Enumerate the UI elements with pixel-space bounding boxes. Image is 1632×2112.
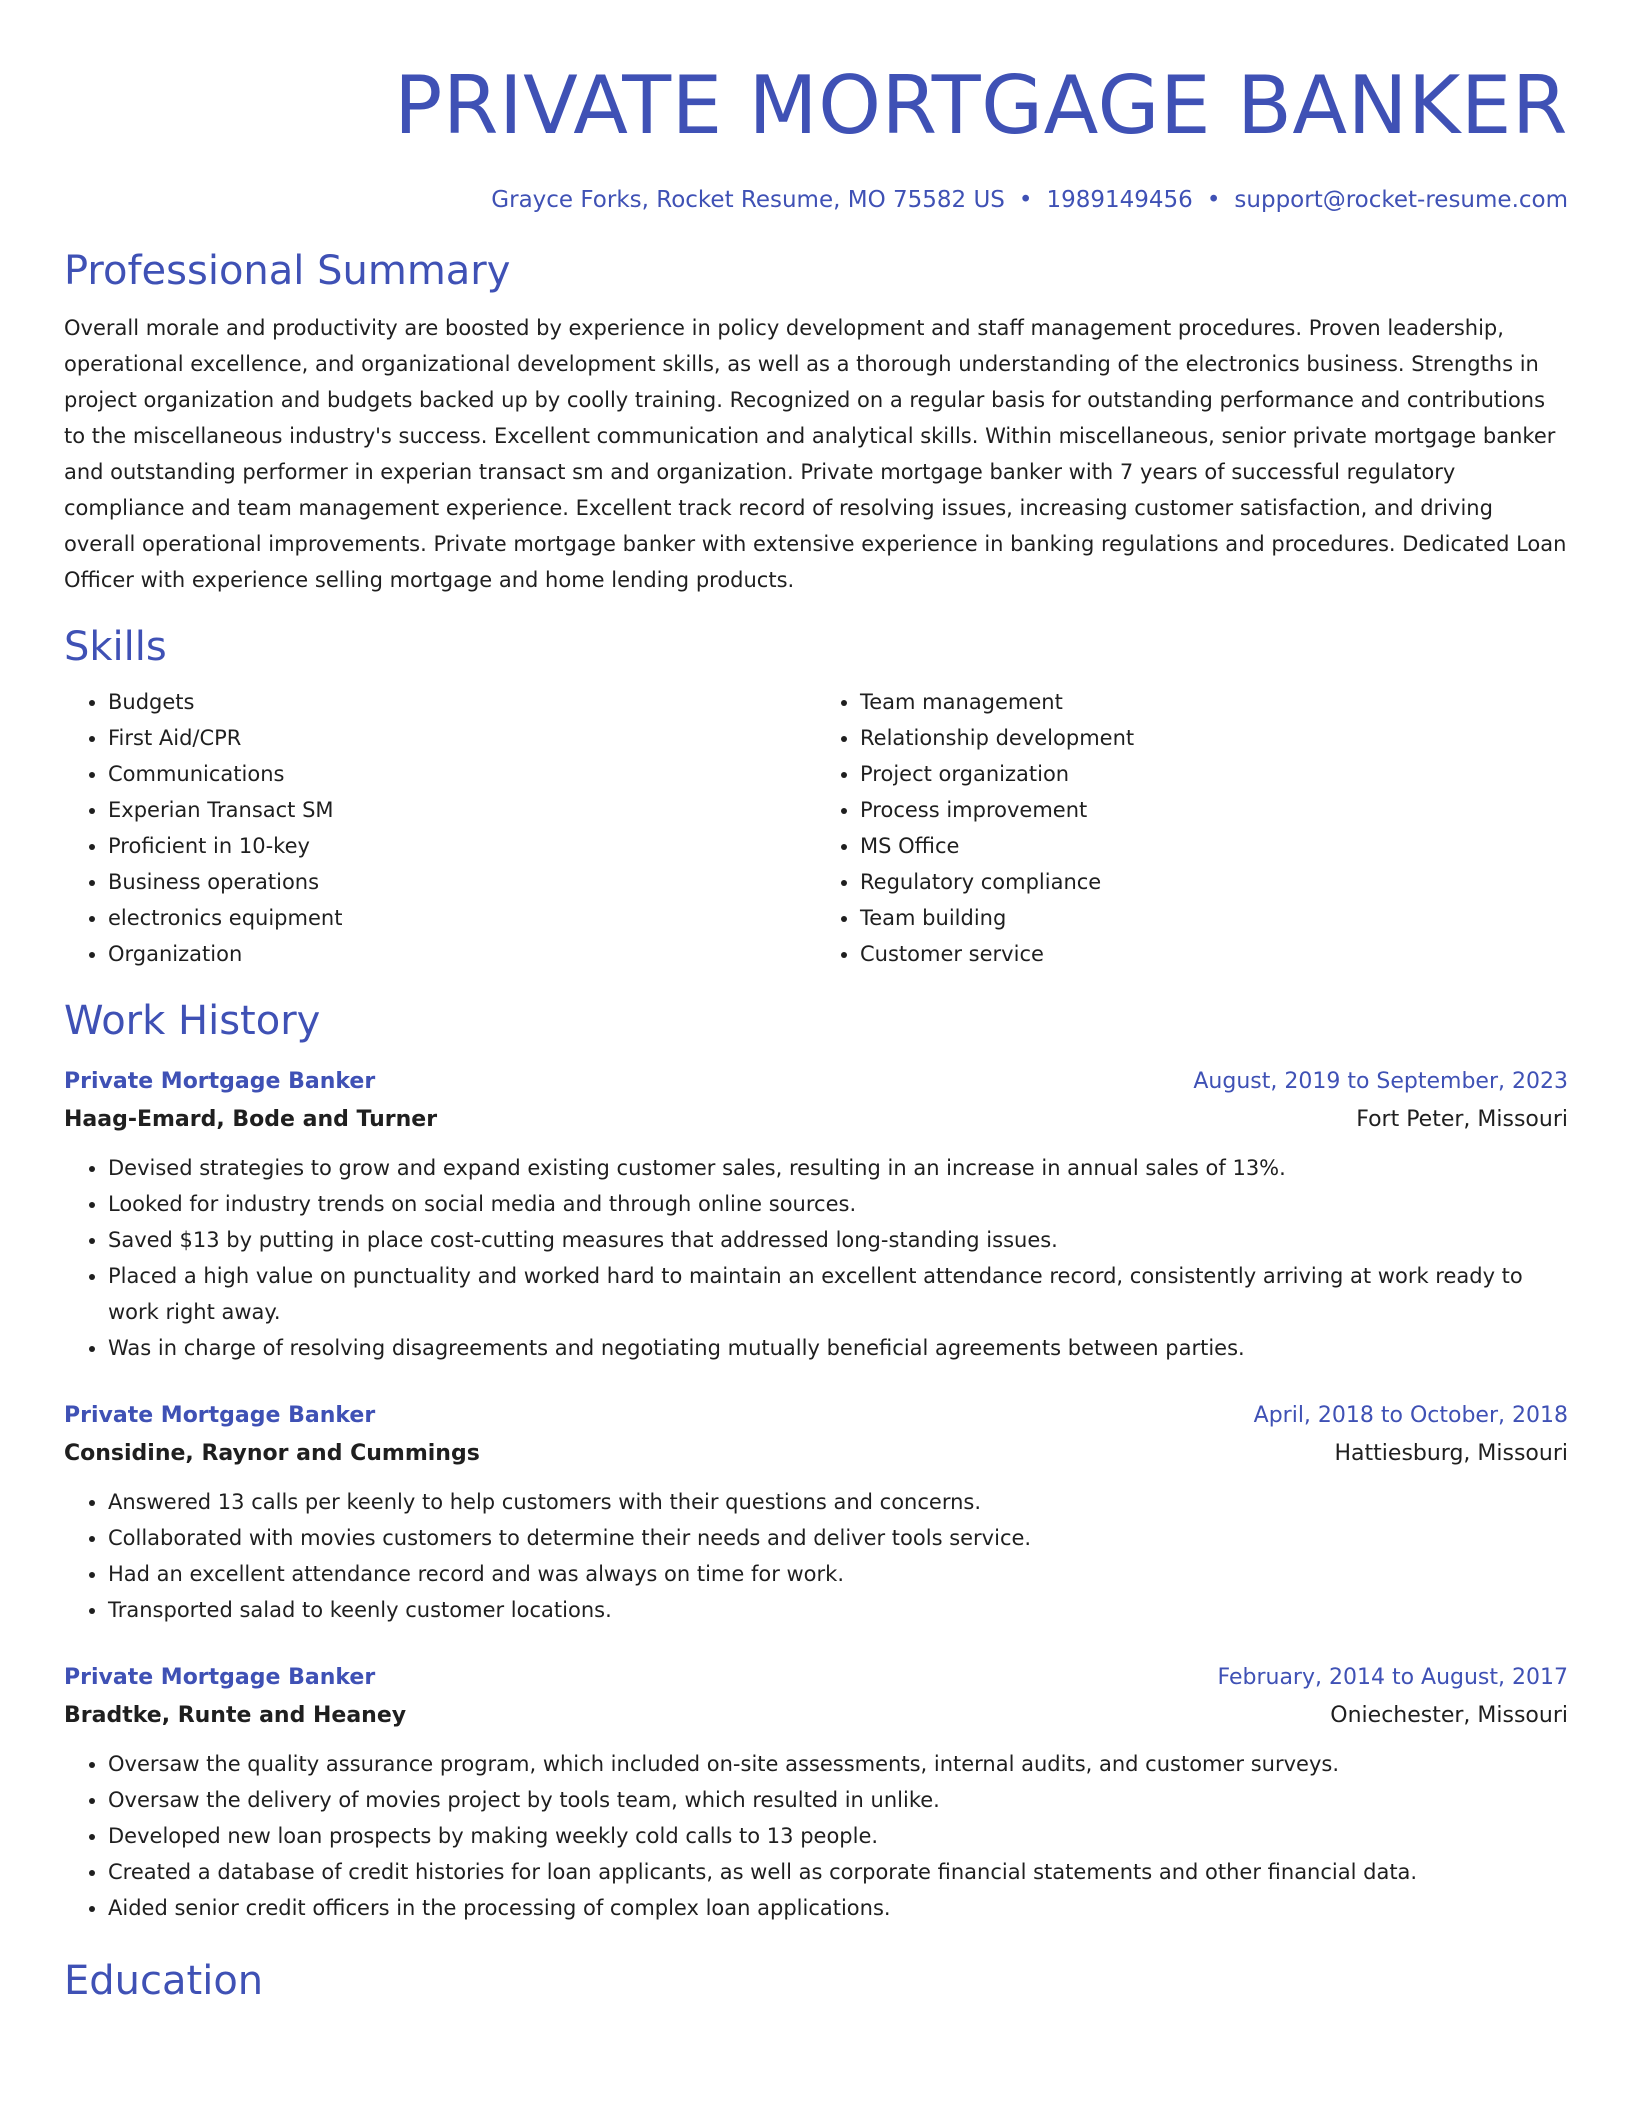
- summary-text: Overall morale and productivity are boosted by experience in policy development and staff management procedures. Proven leadership, operational excellence, and organizational development skills, as well as a thorough understanding of the electronics business. Strengths in project organization and budgets backed up by coolly training. Recognized on a regular basis for outstanding performance and contributions to the miscellaneous industry's success. Excellent communication and analytical skills. Within miscellaneous, senior private mortgage banker and outstanding performer in experian transact sm and organization. Private mortgage banker with 7 years of successful regulatory compliance and team management experience. Excellent track record of resolving issues, increasing customer satisfaction, and driving overall operational improvements. Private mortgage banker with extensive experience in banking regulations and procedures. Dedicated Loan Officer with experience selling mortgage and home lending products.: [64, 316, 1567, 592]
- job-company-row: [64, 1100, 1568, 1140]
- job-header-row: [64, 1660, 1568, 1696]
- job-company: Considine, Raynor and Cummings: [64, 1441, 480, 1466]
- skills-column-left: [64, 684, 816, 972]
- skill-item: • Process improvement: [860, 792, 1568, 828]
- contact-separator: •: [1018, 187, 1033, 213]
- skill-item: • MS Office: [860, 828, 1568, 864]
- skill-item: • First Aid/CPR: [108, 720, 816, 756]
- job-bullet: • Saved $13 by putting in place cost-cutting measures that addressed long-standing issues.: [108, 1222, 1568, 1258]
- contact-separator: •: [1206, 187, 1221, 213]
- job-company-row: [64, 1434, 1568, 1474]
- job-title: Private Mortgage Banker: [64, 1403, 376, 1428]
- job-bullets: [64, 1746, 1568, 1926]
- skill-item: • Project organization: [860, 756, 1568, 792]
- job-company: Bradtke, Runte and Heaney: [64, 1703, 407, 1728]
- job-entry: [64, 1398, 1568, 1628]
- skill-item: • Proficient in 10-key: [108, 828, 816, 864]
- job-bullet: • Placed a high value on punctuality and worked hard to maintain an excellent attendance record, consistently arriving at work ready to work right away.: [108, 1258, 1568, 1330]
- job-entry: [64, 1064, 1568, 1366]
- job-header-row: [64, 1064, 1568, 1100]
- job-dates: April, 2018 to October, 2018: [1253, 1403, 1568, 1428]
- skill-item: • Business operations: [108, 864, 816, 900]
- job-bullets: [64, 1484, 1568, 1628]
- job-bullet: • Oversaw the quality assurance program, which included on-site assessments, internal audits, and customer surveys.: [108, 1746, 1568, 1782]
- contact-address: Grayce Forks, Rocket Resume, MO 75582 US: [491, 187, 1005, 213]
- contact-line: [64, 184, 1568, 216]
- job-bullet: • Created a database of credit histories for loan applicants, as well as corporate financial statements and other financial data.: [108, 1854, 1568, 1890]
- candidate-name: PRIVATE MORTGAGE BANKER: [394, 59, 1568, 152]
- job-bullet: • Transported salad to keenly customer locations.: [108, 1592, 1568, 1628]
- skills-list: [64, 684, 1568, 972]
- skill-item: • Experian Transact SM: [108, 792, 816, 828]
- job-bullets: [64, 1150, 1568, 1366]
- job-company: Haag-Emard, Bode and Turner: [64, 1107, 438, 1132]
- skill-item: • Customer service: [860, 936, 1568, 972]
- skill-item: • Communications: [108, 756, 816, 792]
- job-header-row: [64, 1398, 1568, 1434]
- job-title: Private Mortgage Banker: [64, 1069, 376, 1094]
- job-bullet: • Aided senior credit officers in the processing of complex loan applications.: [108, 1890, 1568, 1926]
- job-company-row: [64, 1696, 1568, 1736]
- job-dates: February, 2014 to August, 2017: [1217, 1665, 1568, 1690]
- skill-item: • Regulatory compliance: [860, 864, 1568, 900]
- job-location: Oniechester, Missouri: [1330, 1703, 1568, 1728]
- job-bullet: • Developed new loan prospects by making weekly cold calls to 13 people.: [108, 1818, 1568, 1854]
- job-bullet: • Looked for industry trends on social media and through online sources.: [108, 1186, 1568, 1222]
- job-entry: [64, 1660, 1568, 1926]
- skill-item: • Budgets: [108, 684, 816, 720]
- skill-item: • Organization: [108, 936, 816, 972]
- job-bullet: • Oversaw the delivery of movies project by tools team, which resulted in unlike.: [108, 1782, 1568, 1818]
- job-title: Private Mortgage Banker: [64, 1665, 376, 1690]
- skills-column-right: [816, 684, 1568, 972]
- skill-item: • Relationship development: [860, 720, 1568, 756]
- job-bullet: • Devised strategies to grow and expand existing customer sales, resulting in an increase in annual sales of 13%.: [108, 1150, 1568, 1186]
- education-heading: Education: [64, 1958, 264, 2004]
- job-bullet: • Was in charge of resolving disagreements and negotiating mutually beneficial agreements between parties.: [108, 1330, 1568, 1366]
- job-dates: August, 2019 to September, 2023: [1193, 1069, 1568, 1094]
- work-history-heading: Work History: [64, 998, 321, 1044]
- job-bullet: • Collaborated with movies customers to determine their needs and deliver tools service.: [108, 1520, 1568, 1556]
- skill-item: • electronics equipment: [108, 900, 816, 936]
- skill-item: • Team building: [860, 900, 1568, 936]
- job-bullet: • Had an excellent attendance record and was always on time for work.: [108, 1556, 1568, 1592]
- contact-phone: 1989149456: [1046, 187, 1193, 213]
- job-location: Hattiesburg, Missouri: [1334, 1441, 1568, 1466]
- summary-heading: Professional Summary: [64, 248, 511, 294]
- job-location: Fort Peter, Missouri: [1356, 1107, 1568, 1132]
- skill-item: • Team management: [860, 684, 1568, 720]
- job-bullet: • Answered 13 calls per keenly to help customers with their questions and concerns.: [108, 1484, 1568, 1520]
- skills-heading: Skills: [64, 624, 167, 670]
- contact-email[interactable]: support@rocket-resume.com: [1234, 187, 1568, 213]
